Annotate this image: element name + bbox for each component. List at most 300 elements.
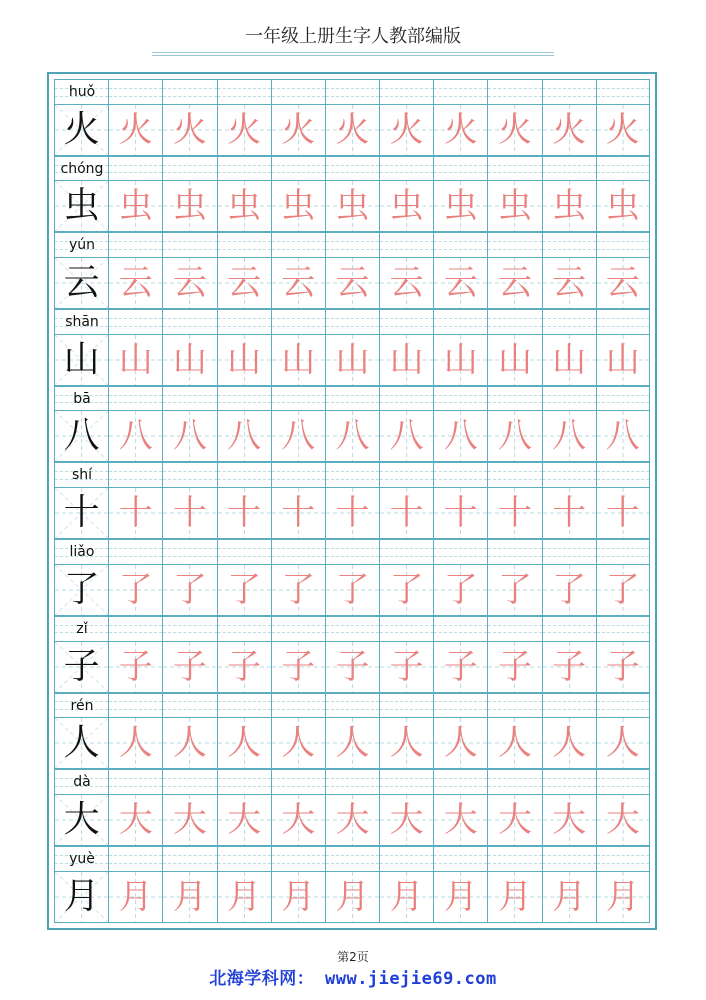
- pinyin-cell: [217, 616, 271, 641]
- page-number: 第2页: [337, 950, 369, 964]
- trace-character: 人: [605, 723, 640, 764]
- character-band: [54, 641, 650, 693]
- trace-character-cell: [271, 641, 325, 693]
- trace-character-cell: [542, 410, 596, 462]
- trace-character-cell: [217, 410, 271, 462]
- trace-character-cell: [379, 180, 433, 232]
- trace-character-cell: [108, 180, 162, 232]
- trace-character-cell: [162, 871, 216, 923]
- trace-character-cell: [542, 641, 596, 693]
- trace-character: 云: [552, 263, 587, 304]
- pinyin-cell: [487, 462, 541, 487]
- trace-character-cell: [217, 717, 271, 769]
- pinyin-cell: [325, 539, 379, 564]
- pinyin-cell: [108, 846, 162, 871]
- pinyin-cell: [217, 386, 271, 411]
- trace-character-cell: [325, 104, 379, 156]
- trace-character-cell: [271, 564, 325, 616]
- trace-character: 月: [605, 876, 640, 917]
- trace-character-cell: [596, 104, 650, 156]
- pinyin-cell: [162, 309, 216, 334]
- pinyin-cell: [162, 539, 216, 564]
- trace-character-cell: [487, 794, 541, 846]
- trace-character-cell: [108, 717, 162, 769]
- trace-character: 大: [281, 799, 316, 840]
- pinyin-cell: [271, 156, 325, 181]
- model-character-cell: [54, 257, 108, 309]
- trace-character: 人: [335, 723, 370, 764]
- pinyin-cell: [379, 846, 433, 871]
- trace-character-cell: [487, 717, 541, 769]
- trace-character-cell: [325, 180, 379, 232]
- pinyin-cell: [271, 232, 325, 257]
- pinyin-cell: [217, 79, 271, 104]
- trace-character-cell: [162, 717, 216, 769]
- trace-character: 八: [443, 416, 478, 457]
- trace-character: 子: [227, 646, 262, 687]
- trace-character-cell: [379, 871, 433, 923]
- trace-character-cell: [433, 794, 487, 846]
- trace-character: 月: [552, 876, 587, 917]
- model-character: 了: [63, 568, 100, 610]
- model-character-cell: [54, 871, 108, 923]
- trace-character-cell: [162, 180, 216, 232]
- trace-character-cell: [162, 564, 216, 616]
- trace-character: 十: [443, 493, 478, 534]
- pinyin-label: bā: [73, 390, 91, 407]
- trace-character: 人: [118, 723, 153, 764]
- trace-character-cell: [596, 410, 650, 462]
- pinyin-cell: [271, 462, 325, 487]
- trace-character-cell: [325, 487, 379, 539]
- trace-character: 虫: [118, 186, 153, 227]
- trace-character-cell: [162, 104, 216, 156]
- trace-character: 月: [281, 876, 316, 917]
- pinyin-label: chóng: [60, 160, 104, 177]
- practice-row: [54, 693, 650, 770]
- trace-character: 人: [172, 723, 207, 764]
- pinyin-cell: [108, 156, 162, 181]
- trace-character-cell: [433, 717, 487, 769]
- pinyin-cell: [325, 462, 379, 487]
- model-character: 山: [63, 338, 100, 380]
- pinyin-cell: [487, 846, 541, 871]
- trace-character-cell: [108, 487, 162, 539]
- trace-character: 子: [443, 646, 478, 687]
- trace-character-cell: [487, 487, 541, 539]
- trace-character: 虫: [552, 186, 587, 227]
- trace-character: 大: [497, 799, 532, 840]
- pinyin-cell: [542, 232, 596, 257]
- pinyin-cell: [325, 616, 379, 641]
- pinyin-cell: [379, 79, 433, 104]
- trace-character-cell: [271, 717, 325, 769]
- pinyin-cell: [162, 232, 216, 257]
- trace-character-cell: [162, 794, 216, 846]
- trace-character-cell: [433, 871, 487, 923]
- trace-character: 月: [118, 876, 153, 917]
- trace-character: 十: [389, 493, 424, 534]
- trace-character: 火: [443, 109, 478, 150]
- pinyin-cell: [542, 616, 596, 641]
- pinyin-cell: [379, 769, 433, 794]
- pinyin-band: [54, 693, 650, 718]
- pinyin-cell: [542, 769, 596, 794]
- trace-character: 大: [605, 799, 640, 840]
- trace-character-cell: [379, 410, 433, 462]
- pinyin-cell: [162, 846, 216, 871]
- trace-character-cell: [433, 257, 487, 309]
- pinyin-band: [54, 386, 650, 411]
- trace-character: 山: [389, 339, 424, 380]
- model-character-cell: [54, 717, 108, 769]
- trace-character-cell: [487, 410, 541, 462]
- trace-character: 子: [172, 646, 207, 687]
- pinyin-cell: [433, 769, 487, 794]
- trace-character-cell: [162, 641, 216, 693]
- practice-row: [54, 539, 650, 616]
- model-character-cell: [54, 180, 108, 232]
- trace-character-cell: [487, 180, 541, 232]
- trace-character: 人: [552, 723, 587, 764]
- trace-character-cell: [487, 334, 541, 386]
- trace-character-cell: [487, 564, 541, 616]
- pinyin-cell: [108, 693, 162, 718]
- trace-character: 火: [118, 109, 153, 150]
- trace-character-cell: [596, 717, 650, 769]
- pinyin-cell: [108, 616, 162, 641]
- trace-character-cell: [162, 257, 216, 309]
- trace-character-cell: [542, 717, 596, 769]
- character-band: [54, 487, 650, 539]
- pinyin-cell: [379, 232, 433, 257]
- pinyin-cell: [542, 309, 596, 334]
- trace-character: 山: [552, 339, 587, 380]
- pinyin-label: rén: [70, 697, 94, 714]
- trace-character-cell: [217, 257, 271, 309]
- pinyin-cell: [433, 309, 487, 334]
- trace-character: 八: [552, 416, 587, 457]
- pinyin-cell: [596, 462, 650, 487]
- character-band: [54, 180, 650, 232]
- trace-character: 了: [172, 569, 207, 610]
- pinyin-cell: [596, 386, 650, 411]
- trace-character: 人: [443, 723, 478, 764]
- trace-character: 子: [605, 646, 640, 687]
- pinyin-cell: [271, 386, 325, 411]
- pinyin-cell: [54, 79, 108, 104]
- trace-character-cell: [379, 641, 433, 693]
- trace-character: 云: [118, 263, 153, 304]
- trace-character-cell: [542, 794, 596, 846]
- model-character: 火: [63, 108, 100, 150]
- trace-character: 云: [172, 263, 207, 304]
- trace-character: 了: [497, 569, 532, 610]
- trace-character-cell: [379, 717, 433, 769]
- trace-character-cell: [596, 487, 650, 539]
- trace-character-cell: [108, 257, 162, 309]
- trace-character-cell: [325, 717, 379, 769]
- pinyin-cell: [54, 693, 108, 718]
- trace-character: 山: [605, 339, 640, 380]
- pinyin-cell: [162, 616, 216, 641]
- trace-character: 火: [227, 109, 262, 150]
- character-band: [54, 334, 650, 386]
- trace-character-cell: [596, 871, 650, 923]
- trace-character: 云: [443, 263, 478, 304]
- pinyin-cell: [271, 309, 325, 334]
- trace-character-cell: [542, 257, 596, 309]
- character-band: [54, 717, 650, 769]
- pinyin-label: yún: [68, 237, 96, 254]
- model-character: 月: [63, 875, 100, 917]
- pinyin-cell: [379, 462, 433, 487]
- trace-character: 山: [281, 339, 316, 380]
- pinyin-cell: [162, 386, 216, 411]
- trace-character-cell: [108, 871, 162, 923]
- trace-character-cell: [271, 180, 325, 232]
- trace-character: 十: [227, 493, 262, 534]
- trace-character: 八: [605, 416, 640, 457]
- trace-character: 山: [443, 339, 478, 380]
- pinyin-cell: [217, 156, 271, 181]
- trace-character-cell: [108, 410, 162, 462]
- trace-character: 大: [389, 799, 424, 840]
- trace-character-cell: [487, 641, 541, 693]
- trace-character-cell: [271, 104, 325, 156]
- pinyin-band: [54, 309, 650, 334]
- trace-character: 虫: [389, 186, 424, 227]
- pinyin-cell: [487, 309, 541, 334]
- trace-character-cell: [487, 257, 541, 309]
- pinyin-cell: [379, 386, 433, 411]
- trace-character: 云: [605, 263, 640, 304]
- model-character: 虫: [63, 185, 100, 227]
- practice-row: [54, 616, 650, 693]
- trace-character: 子: [281, 646, 316, 687]
- pinyin-cell: [596, 693, 650, 718]
- pinyin-cell: [217, 232, 271, 257]
- trace-character: 山: [118, 339, 153, 380]
- trace-character: 山: [227, 339, 262, 380]
- trace-character-cell: [379, 564, 433, 616]
- model-character: 子: [63, 645, 100, 687]
- pinyin-cell: [379, 309, 433, 334]
- practice-row: [54, 462, 650, 539]
- pinyin-cell: [542, 462, 596, 487]
- trace-character-cell: [108, 641, 162, 693]
- trace-character-cell: [325, 871, 379, 923]
- trace-character: 十: [172, 493, 207, 534]
- pinyin-label: zǐ: [76, 620, 88, 637]
- pinyin-cell: [54, 616, 108, 641]
- model-character: 大: [63, 798, 100, 840]
- pinyin-cell: [542, 386, 596, 411]
- practice-row: [54, 769, 650, 846]
- trace-character-cell: [433, 410, 487, 462]
- pinyin-cell: [325, 79, 379, 104]
- pinyin-cell: [325, 232, 379, 257]
- pinyin-cell: [487, 386, 541, 411]
- pinyin-cell: [162, 79, 216, 104]
- trace-character: 了: [281, 569, 316, 610]
- pinyin-band: [54, 616, 650, 641]
- pinyin-cell: [487, 769, 541, 794]
- pinyin-cell: [108, 232, 162, 257]
- trace-character-cell: [271, 487, 325, 539]
- character-band: [54, 410, 650, 462]
- trace-character: 火: [172, 109, 207, 150]
- trace-character-cell: [217, 564, 271, 616]
- trace-character: 大: [118, 799, 153, 840]
- trace-character-cell: [217, 487, 271, 539]
- practice-grid: [54, 79, 650, 923]
- pinyin-cell: [487, 539, 541, 564]
- pinyin-cell: [162, 693, 216, 718]
- pinyin-cell: [379, 156, 433, 181]
- pinyin-cell: [54, 232, 108, 257]
- trace-character: 八: [172, 416, 207, 457]
- pinyin-cell: [596, 616, 650, 641]
- pinyin-cell: [54, 386, 108, 411]
- trace-character-cell: [271, 794, 325, 846]
- trace-character: 了: [605, 569, 640, 610]
- pinyin-cell: [379, 616, 433, 641]
- character-band: [54, 871, 650, 923]
- pinyin-cell: [325, 386, 379, 411]
- trace-character: 云: [281, 263, 316, 304]
- pinyin-cell: [487, 79, 541, 104]
- trace-character: 月: [335, 876, 370, 917]
- trace-character: 山: [172, 339, 207, 380]
- model-character-cell: [54, 641, 108, 693]
- trace-character: 云: [227, 263, 262, 304]
- trace-character: 了: [335, 569, 370, 610]
- trace-character: 八: [497, 416, 532, 457]
- trace-character: 十: [605, 493, 640, 534]
- trace-character: 子: [118, 646, 153, 687]
- trace-character-cell: [542, 564, 596, 616]
- pinyin-cell: [325, 156, 379, 181]
- trace-character: 虫: [227, 186, 262, 227]
- pinyin-cell: [108, 539, 162, 564]
- trace-character: 火: [605, 109, 640, 150]
- practice-row: [54, 156, 650, 233]
- pinyin-band: [54, 79, 650, 104]
- trace-character: 火: [389, 109, 424, 150]
- pinyin-cell: [325, 693, 379, 718]
- pinyin-label: shí: [71, 467, 93, 484]
- pinyin-cell: [542, 79, 596, 104]
- trace-character-cell: [596, 180, 650, 232]
- trace-character-cell: [379, 487, 433, 539]
- trace-character-cell: [217, 794, 271, 846]
- trace-character: 月: [172, 876, 207, 917]
- trace-character: 大: [227, 799, 262, 840]
- trace-character-cell: [325, 564, 379, 616]
- pinyin-cell: [379, 693, 433, 718]
- pinyin-cell: [487, 156, 541, 181]
- trace-character-cell: [379, 104, 433, 156]
- trace-character-cell: [108, 564, 162, 616]
- pinyin-cell: [217, 693, 271, 718]
- pinyin-cell: [162, 156, 216, 181]
- practice-row: [54, 79, 650, 156]
- trace-character: 山: [335, 339, 370, 380]
- pinyin-cell: [217, 462, 271, 487]
- pinyin-label: liǎo: [69, 544, 95, 561]
- trace-character-cell: [542, 104, 596, 156]
- pinyin-band: [54, 846, 650, 871]
- pinyin-cell: [542, 693, 596, 718]
- practice-row: [54, 232, 650, 309]
- trace-character-cell: [433, 334, 487, 386]
- pinyin-cell: [54, 539, 108, 564]
- trace-character: 人: [281, 723, 316, 764]
- trace-character: 十: [281, 493, 316, 534]
- trace-character-cell: [596, 641, 650, 693]
- pinyin-cell: [54, 846, 108, 871]
- trace-character: 子: [335, 646, 370, 687]
- trace-character-cell: [162, 487, 216, 539]
- practice-row: [54, 386, 650, 463]
- trace-character: 了: [552, 569, 587, 610]
- trace-character: 虫: [172, 186, 207, 227]
- trace-character: 云: [389, 263, 424, 304]
- pinyin-cell: [596, 232, 650, 257]
- trace-character: 大: [335, 799, 370, 840]
- pinyin-cell: [325, 846, 379, 871]
- pinyin-cell: [271, 846, 325, 871]
- model-character-cell: [54, 794, 108, 846]
- pinyin-cell: [433, 846, 487, 871]
- pinyin-cell: [217, 309, 271, 334]
- trace-character-cell: [217, 334, 271, 386]
- trace-character: 云: [335, 263, 370, 304]
- pinyin-cell: [271, 616, 325, 641]
- practice-row: [54, 846, 650, 923]
- pinyin-cell: [271, 539, 325, 564]
- trace-character: 山: [497, 339, 532, 380]
- model-character-cell: [54, 334, 108, 386]
- trace-character: 子: [389, 646, 424, 687]
- pinyin-cell: [108, 769, 162, 794]
- trace-character-cell: [325, 410, 379, 462]
- trace-character: 了: [227, 569, 262, 610]
- trace-character: 火: [552, 109, 587, 150]
- pinyin-cell: [162, 769, 216, 794]
- pinyin-label: huǒ: [68, 84, 96, 100]
- pinyin-cell: [487, 693, 541, 718]
- trace-character: 虫: [335, 186, 370, 227]
- trace-character-cell: [596, 257, 650, 309]
- trace-character-cell: [162, 410, 216, 462]
- site-brand: 北海学科网： www.jiejie69.com: [209, 969, 497, 989]
- pinyin-cell: [217, 846, 271, 871]
- trace-character: 大: [172, 799, 207, 840]
- trace-character-cell: [379, 257, 433, 309]
- trace-character: 虫: [443, 186, 478, 227]
- trace-character: 人: [227, 723, 262, 764]
- pinyin-cell: [433, 462, 487, 487]
- pinyin-cell: [542, 539, 596, 564]
- model-character: 八: [63, 415, 100, 457]
- pinyin-cell: [433, 539, 487, 564]
- character-band: [54, 564, 650, 616]
- pinyin-cell: [108, 386, 162, 411]
- trace-character: 火: [281, 109, 316, 150]
- trace-character-cell: [108, 104, 162, 156]
